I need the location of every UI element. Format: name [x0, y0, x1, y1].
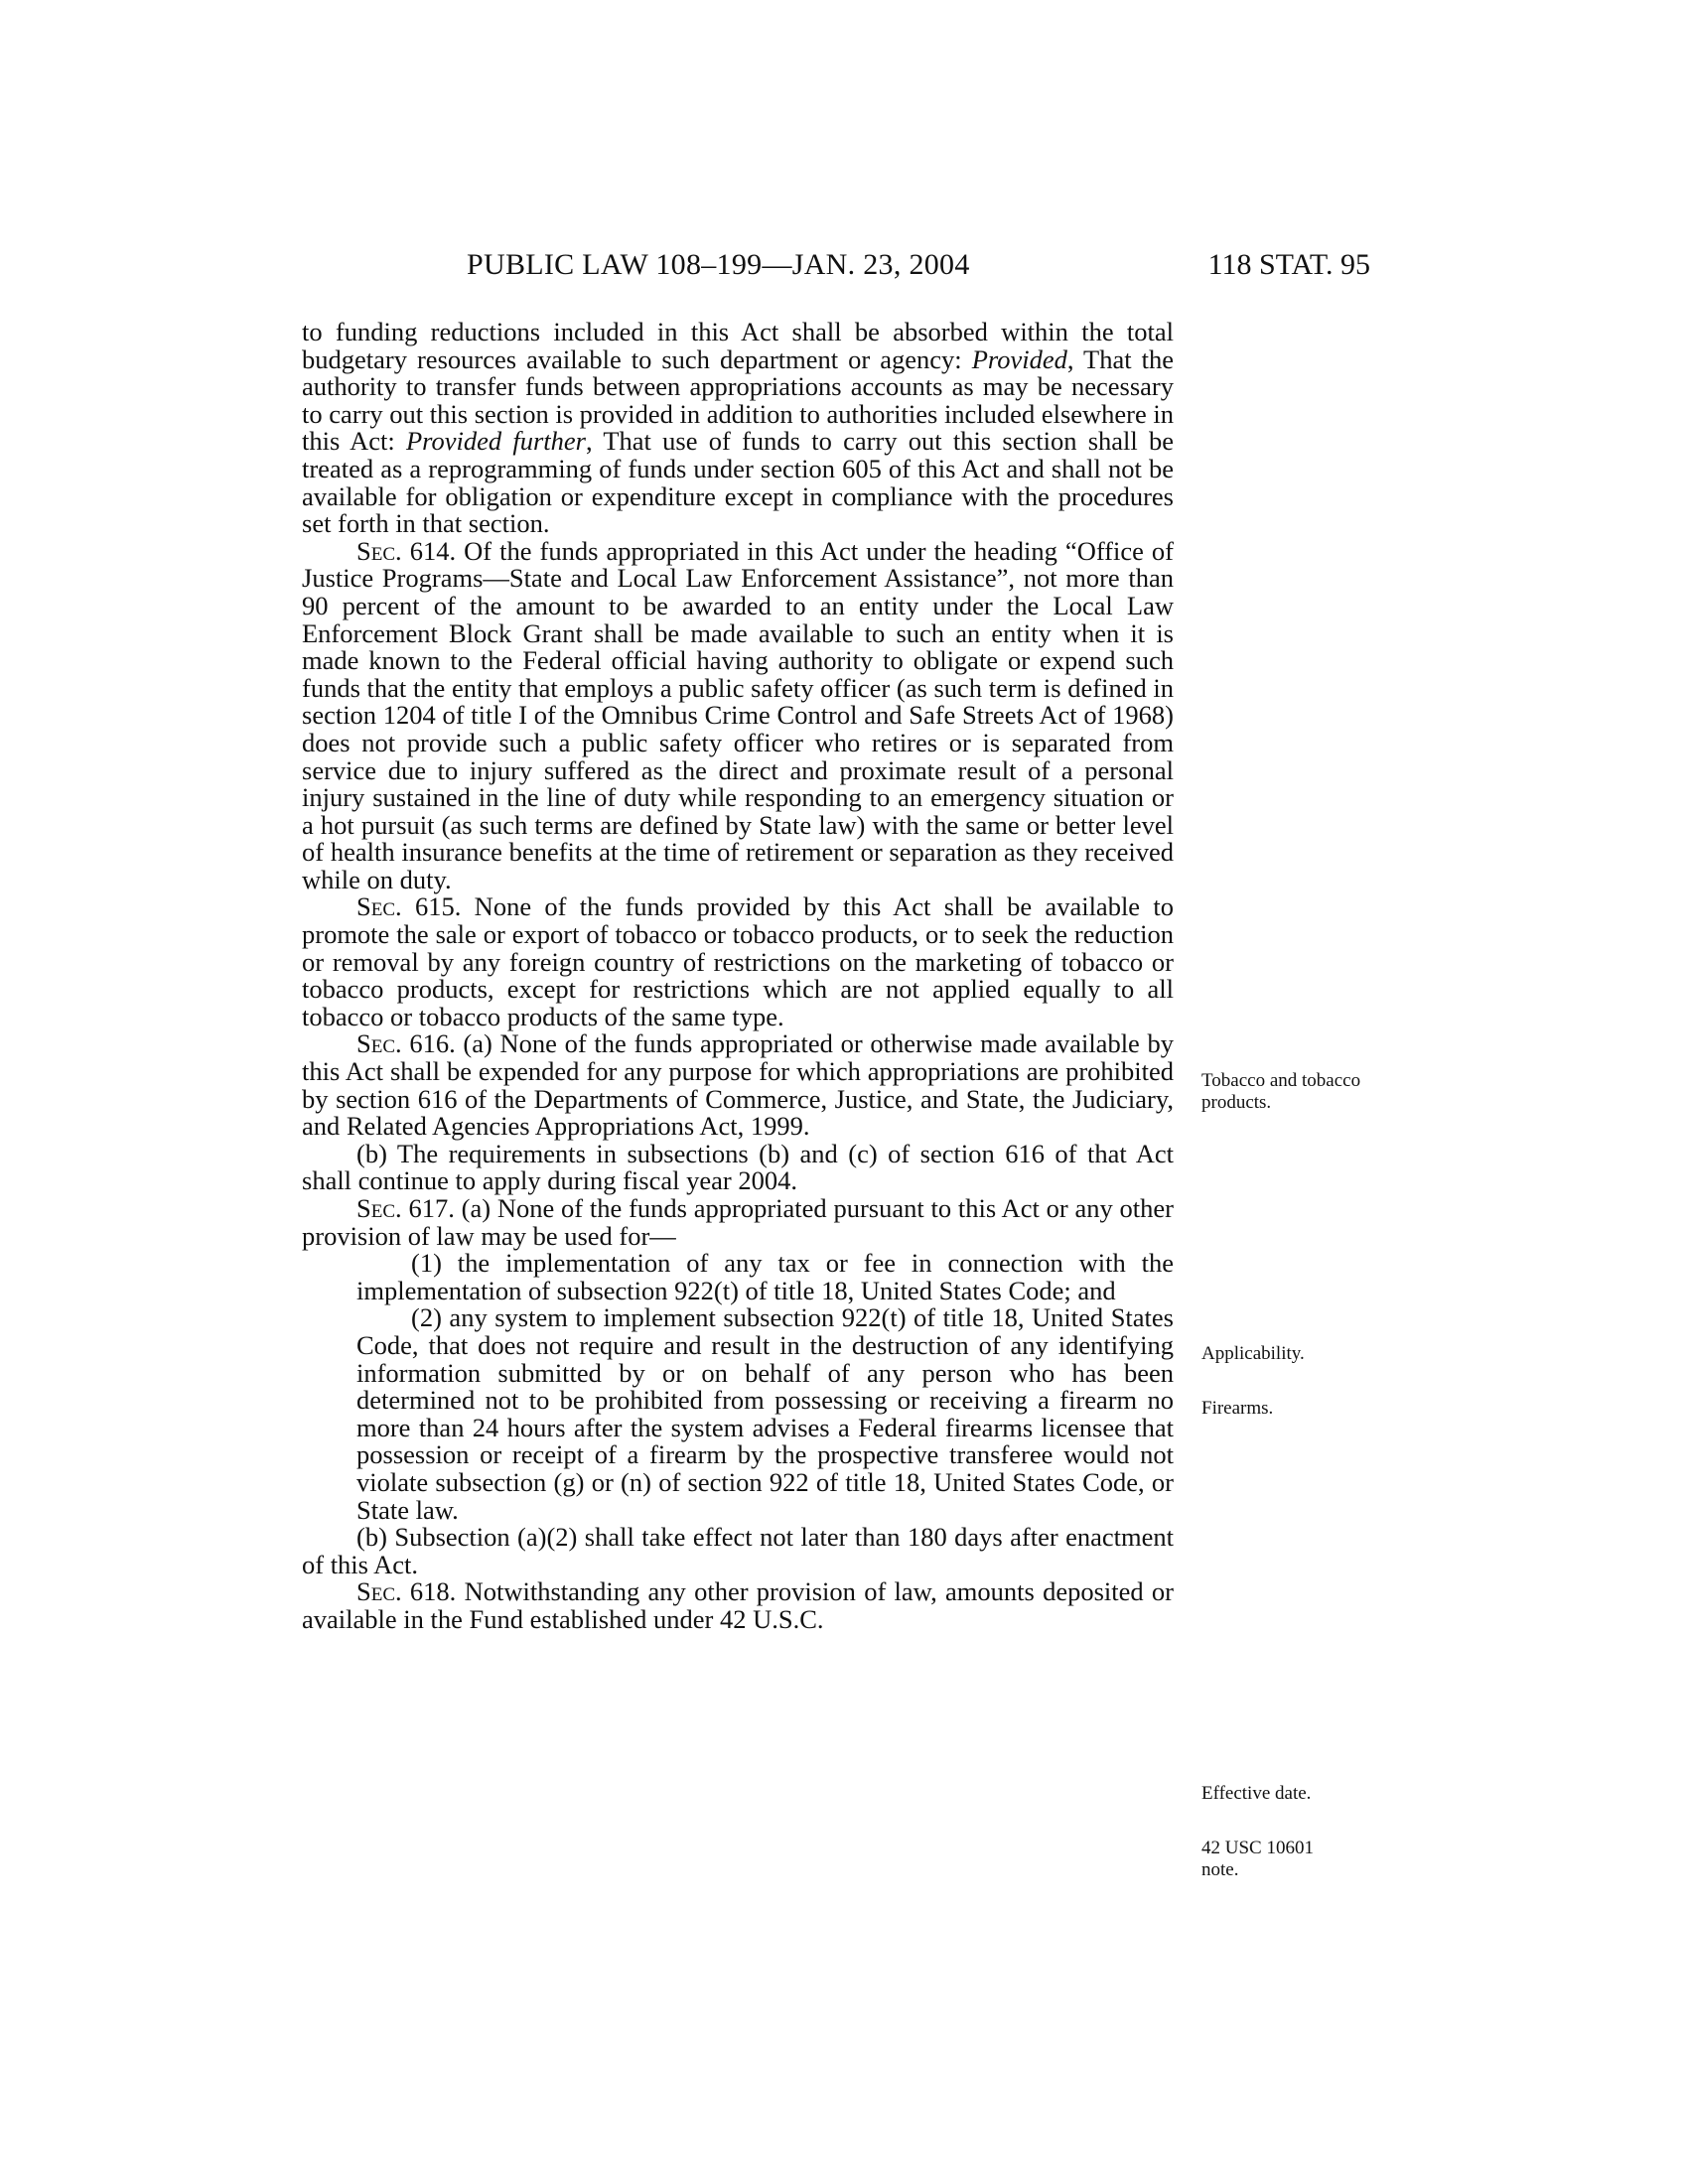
margin-note-tobacco: Tobacco and tobacco products. — [1201, 1070, 1361, 1113]
running-head — [0, 248, 1688, 288]
provided-further-italic: Provided further — [405, 426, 586, 457]
margin-note-usc: 42 USC 10601 note. — [1201, 1838, 1314, 1880]
section-615: Sec. 615. None of the funds provided by this Act shall be available to promote the sale or export of tobacco or tobacco products, or to seek the reduction or removal by any foreign country of restrictions on the marketing of tobacco or tobacco products, except for restrictions which are not applied equally to all tobacco or tobacco products of the same type. — [302, 891, 1174, 1031]
section-617a: Sec. 617. (a) None of the funds appropriated pursuant to this Act or any other provision of law may be used for— — [302, 1193, 1174, 1251]
section-617a2: (2) any system to implement subsection 922(t) of title 18, United States Code, that does not require and result in the destruction of any identifying information submitted by or on behalf of any person who has been determined not to be prohibited from possessing or receiving a firearm no more than 24 hours after the system advises a Federal firearms licensee that possession or receipt of a firearm by the prospective transferee would not violate subsection (g) or (n) of section 922 of title 18, United States Code, or State law. — [356, 1302, 1174, 1525]
sec-label: Sec. — [356, 891, 402, 922]
sec-label: Sec. — [356, 535, 402, 566]
sec-label: Sec. — [356, 1576, 402, 1607]
section-616b: (b) The requirements in subsections (b) and (c) of section 616 of that Act shall continue to apply during fiscal year 2004. — [302, 1138, 1174, 1196]
paragraph-continuation: to funding reductions included in this Act shall be absorbed within the total budgetary resources available to such department or agency: Provided, That the authority to transfer funds between appropriations accounts as may be necessary to carry out this section is provided in addition to authorities included elsewhere in this Act: Provided further, That use of funds to carry out this section shall be treated as a reprogramming of funds under section 605 of this Act and shall not be available for obligation or expenditure except in compliance with the procedures set forth in that section. — [302, 317, 1174, 539]
section-616a: Sec. 616. (a) None of the funds appropriated or otherwise made available by this Act shall be expended for any purpose for which appropriations are prohibited by section 616 of the Departments of Commerce, Justice, and State, the Judiciary, and Related Agencies Appropriations Act, 1999. — [302, 1028, 1175, 1142]
page-title: PUBLIC LAW 108–199—JAN. 23, 2004 — [467, 248, 970, 281]
section-614: Sec. 614. Of the funds appropriated in this Act under the heading “Office of Justice Programs—State and Local Law Enforcement Assistance”, not more than 90 percent of the amount to be awarded to an entity under the Local Law Enforcement Block Grant shall be made available to such an entity when it is made known to the Federal official having authority to obligate or expend such funds that the entity that employs a public safety officer (as such term is defined in section 1204 of title I of the Omnibus Crime Control and Safe Streets Act of 1968) does not provide such a public safety officer who retires or is separated from service due to injury suffered as the direct and proximate result of a personal injury sustained in the line of duty while responding to an emergency situation or a hot pursuit (as such terms are defined by State law) with the same or better level of health insurance benefits at the time of retirement or separation as they received while on duty. — [302, 535, 1175, 894]
sec-label: Sec. — [356, 1028, 402, 1059]
main-text — [302, 319, 1174, 1634]
sec-label: Sec. — [356, 1193, 402, 1223]
provided-italic: Provided — [971, 343, 1067, 374]
margin-note-firearms: Firearms. — [1201, 1398, 1274, 1419]
section-617b: (b) Subsection (a)(2) shall take effect not later than 180 days after enactment of this Act. — [302, 1522, 1174, 1579]
section-617a1: (1) the implementation of any tax or fee in connection with the implementation of subsection 922(t) of title 18, United States Code; and — [356, 1248, 1174, 1305]
margin-note-applicability: Applicability. — [1201, 1343, 1305, 1364]
page-number: 118 STAT. 95 — [1207, 248, 1370, 281]
section-618: Sec. 618. Notwithstanding any other provision of law, amounts deposited or available in the Fund established under 42 U.S.C. — [302, 1576, 1174, 1634]
margin-note-effective-date: Effective date. — [1201, 1783, 1312, 1804]
